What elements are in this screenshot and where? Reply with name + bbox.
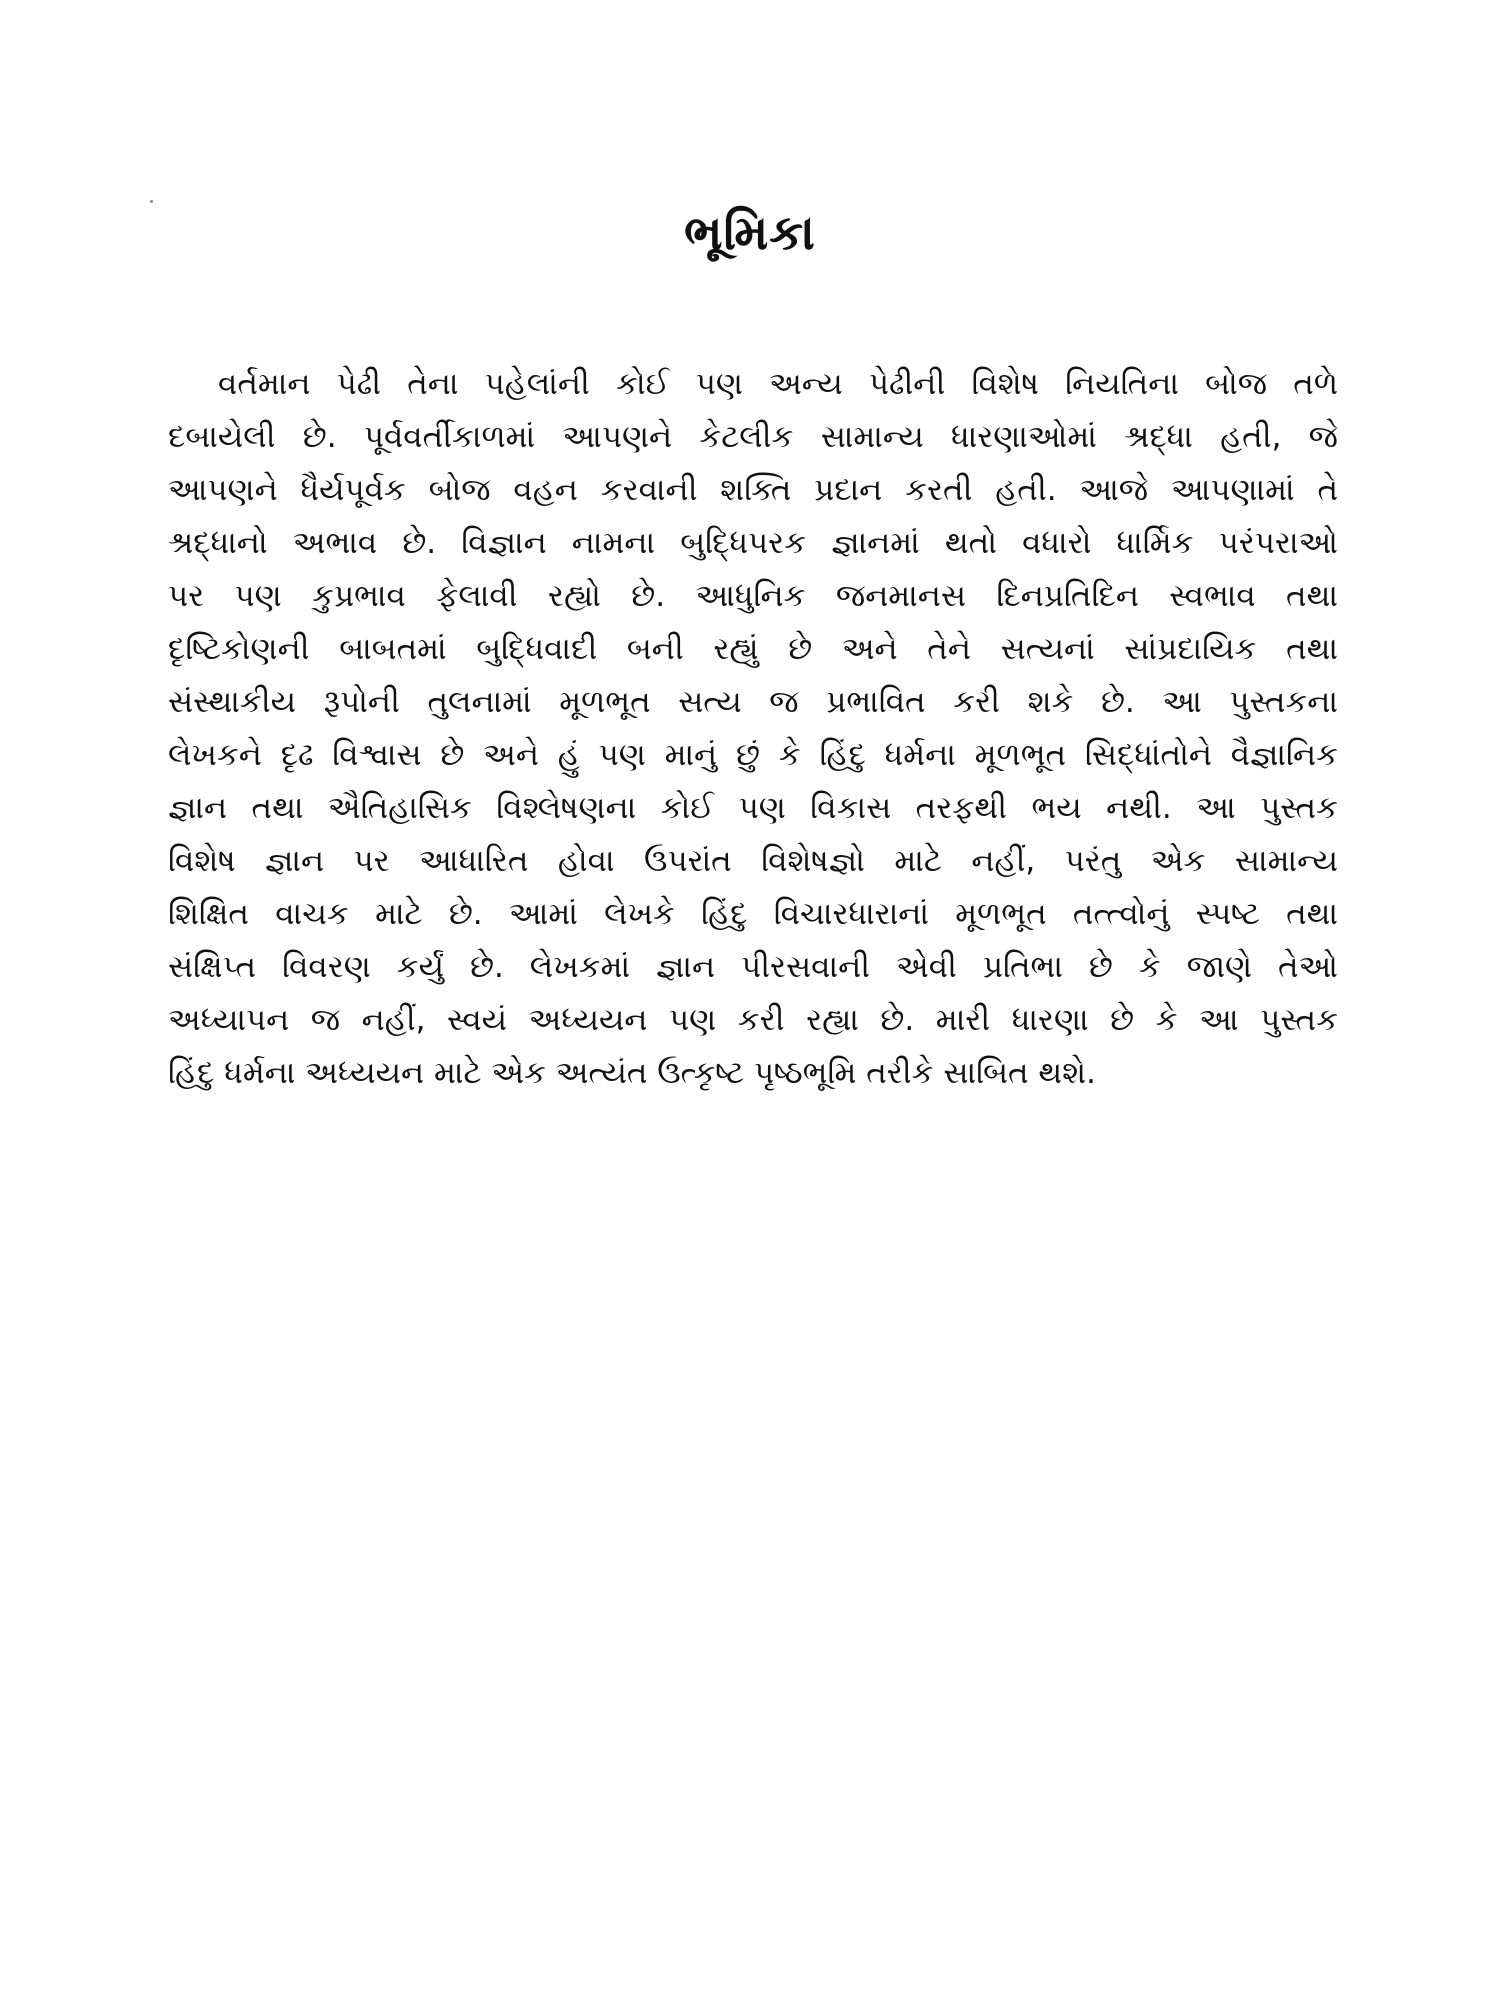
paragraph-line: પર પણ કુપ્રભાવ ફેલાવી રહ્યો છે. આધુનિક જનમાનસ દિનપ્રતિદિન સ્વભાવ તથા xyxy=(168,578,1338,614)
paragraph-line: હિંદુ ધર્મના અધ્યયન માટે એક અત્યંત ઉત્કૃષ્ટ પૃષ્ઠભૂમિ તરીકે સાબિત થશે. xyxy=(168,1055,1096,1091)
paragraph-line: આપણને ધૈર્યપૂર્વક બોજ વહન કરવાની શક્તિ પ્રદાન કરતી હતી. આજે આપણામાં તે xyxy=(168,472,1338,508)
paragraph-line: દબાયેલી છે. પૂર્વવર્તીકાળમાં આપણને કેટલીક સામાન્ય ધારણાઓમાં શ્રદ્ધા હતી, જે xyxy=(168,419,1338,455)
paragraph-line: વર્તમાન પેઢી તેના પહેલાંની કોઈ પણ અન્ય પેઢીની વિશેષ નિયતિના બોજ તળે xyxy=(218,366,1338,402)
paragraph-line: અધ્યાપન જ નહીં, સ્વયં અધ્યયન પણ કરી રહ્યા છે. મારી ધારણા છે કે આ પુસ્તક xyxy=(168,1002,1338,1038)
paragraph-line: લેખકને દૃઢ વિશ્વાસ છે અને હું પણ માનું છું કે હિંદુ ધર્મના મૂળભૂત સિદ્ધાંતોને વૈજ્ઞાનિક xyxy=(168,737,1338,773)
paragraph-line: શિક્ષિત વાચક માટે છે. આમાં લેખકે હિંદુ વિચારધારાનાં મૂળભૂત તત્ત્વોનું સ્પષ્ટ તથા xyxy=(168,896,1338,932)
scan-speck xyxy=(150,200,153,203)
paragraph-line: શ્રદ્ધાનો અભાવ છે. વિજ્ઞાન નામના બુદ્ધિપરક જ્ઞાનમાં થતો વધારો ધાર્મિક પરંપરાઓ xyxy=(168,525,1338,561)
paragraph-line: સંક્ષિપ્ત વિવરણ કર્યું છે. લેખકમાં જ્ઞાન પીરસવાની એવી પ્રતિભા છે કે જાણે તેઓ xyxy=(168,949,1338,985)
paragraph-line: દૃષ્ટિકોણની બાબતમાં બુદ્ધિવાદી બની રહ્યું છે અને તેને સત્યનાં સાંપ્રદાયિક તથા xyxy=(168,631,1338,667)
page-title: ભૂમિકા xyxy=(684,205,816,261)
paragraph-line: વિશેષ જ્ઞાન પર આધારિત હોવા ઉપરાંત વિશેષજ્ઞો માટે નહીં, પરંતુ એક સામાન્ય xyxy=(168,843,1338,879)
paragraph-line: સંસ્થાકીય રૂપોની તુલનામાં મૂળભૂત સત્ય જ પ્રભાવિત કરી શકે છે. આ પુસ્તકના xyxy=(168,684,1338,720)
preface-paragraph xyxy=(168,358,1338,1100)
paragraph-line: જ્ઞાન તથા ઐતિહાસિક વિશ્લેષણના કોઈ પણ વિકાસ તરફથી ભય નથી. આ પુસ્તક xyxy=(168,790,1338,826)
